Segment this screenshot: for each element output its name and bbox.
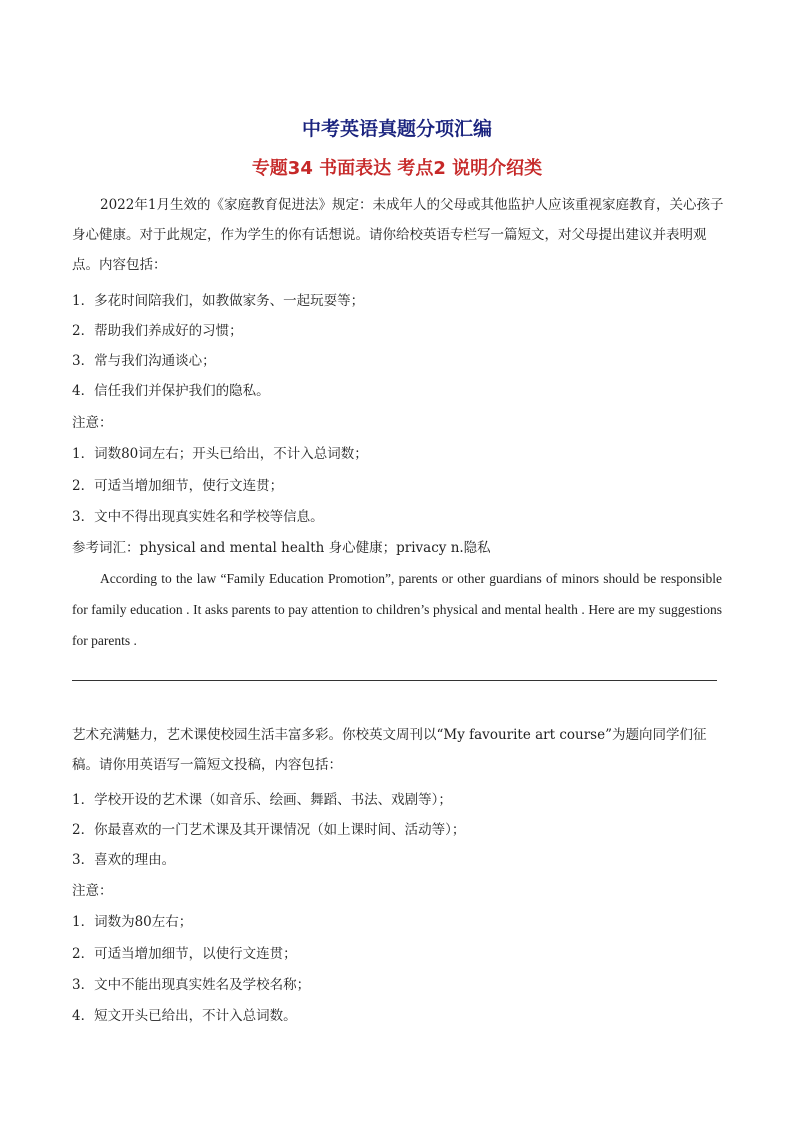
task1-point: 1．多花时间陪我们，如教做家务、一起玩耍等； (72, 293, 365, 309)
task2-point: 3．喜欢的理由。 (72, 852, 176, 868)
task1-notes-label: 注意： (72, 415, 113, 431)
task1-vocab: 参考词汇：physical and mental health 身心健康；privacy n.隐私 (72, 540, 491, 556)
task1-note: 2．可适当增加细节，使行文连贯； (72, 478, 284, 494)
task2-notes-label: 注意： (72, 883, 113, 899)
topic-subtitle: 专题34 书面表达 考点2 说明介绍类 (251, 158, 543, 179)
task2-point: 1．学校开设的艺术课（如音乐、绘画、舞蹈、书法、戏剧等）； (72, 792, 452, 808)
divider-line (72, 680, 717, 681)
task2-note: 4．短文开头已给出，不计入总词数。 (72, 1008, 297, 1024)
task2-point: 2．你最喜欢的一门艺术课及其开课情况（如上课时间、活动等）； (72, 822, 466, 838)
task1-opening: According to the law “Family Education Promotion”, parents or other guardians of minors should be responsible for family education . It asks parents to pay attention to children’s physical and mental health . Here are my suggestions for parents . (72, 571, 722, 648)
task1-note: 1．词数80词左右；开头已给出，不计入总词数； (72, 446, 368, 462)
task1-point: 3．常与我们沟通谈心； (72, 353, 216, 369)
task1-point: 4．信任我们并保护我们的隐私。 (72, 383, 270, 399)
task2-note: 2．可适当增加细节，以使行文连贯； (72, 946, 297, 962)
page-title: 中考英语真题分项汇编 (301, 118, 492, 140)
task1-point: 2．帮助我们养成好的习惯； (72, 323, 243, 339)
task1-note: 3．文中不得出现真实姓名和学校等信息。 (72, 509, 324, 525)
task2-intro: 艺术充满魅力，艺术课使校园生活丰富多彩。你校英文周刊以“My favourite art course”为题向同学们征稿。请你用英语写一篇短文投稿，内容包括： (72, 727, 707, 773)
task2-note: 3．文中不能出现真实姓名及学校名称； (72, 977, 311, 993)
task2-note: 1．词数为80左右； (72, 914, 193, 930)
task1-intro: 2022年1月生效的《家庭教育促进法》规定：未成年人的父母或其他监护人应该重视家庭教育，关心孩子身心健康。对于此规定，作为学生的你有话想说。请你给校英语专栏写一篇短文，对父母提出建议并表明观点。内容包括： (72, 197, 724, 273)
